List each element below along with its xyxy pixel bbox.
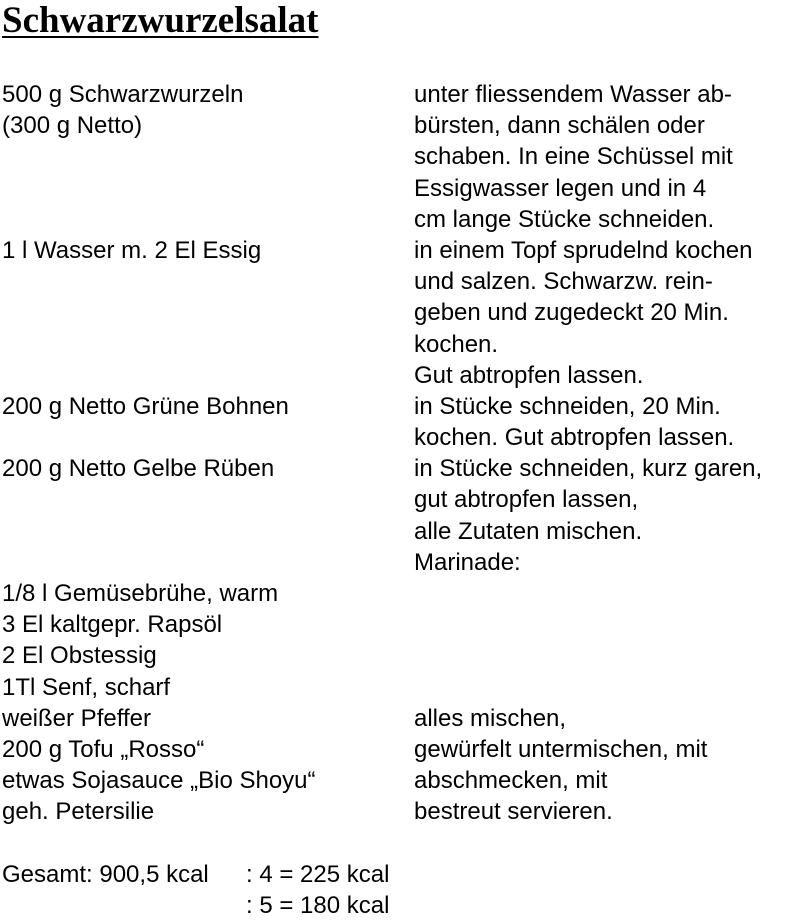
- ingredient-line: etwas Sojasauce „Bio Shoyu“: [2, 767, 316, 795]
- instruction-line: in Stücke schneiden, 20 Min.: [414, 392, 721, 420]
- per-serving-column: [246, 859, 389, 921]
- recipe-title: Schwarzwurzelsalat: [2, 0, 319, 41]
- ingredient-line: geh. Petersilie: [2, 798, 155, 826]
- ingredient-line: 3 El kaltgepr. Rapsöl: [2, 611, 223, 639]
- recipe-body: [2, 79, 802, 921]
- recipe-step: [2, 235, 802, 391]
- instruction-line: alle Zutaten mischen.: [414, 517, 643, 545]
- ingredient-line: 500 g Schwarzwurzeln: [2, 81, 244, 108]
- instruction-line: Gut abtropfen lassen.: [414, 361, 644, 389]
- ingredient-line: 2 El Obstessig: [2, 642, 157, 670]
- ingredient-column: [2, 453, 414, 484]
- recipe-step: [2, 765, 802, 796]
- ingredient-line: 200 g Netto Grüne Bohnen: [2, 392, 289, 420]
- ingredient-column: [2, 79, 414, 141]
- recipe-step: [2, 796, 802, 827]
- recipe-step: [2, 734, 802, 765]
- ingredient-line: 200 g Tofu „Rosso“: [2, 735, 205, 763]
- recipe-step: [2, 391, 802, 453]
- instruction-line: Marinade:: [414, 548, 521, 576]
- instruction-line: in einem Topf sprudelnd kochen: [414, 236, 753, 264]
- instruction-line: schaben. In eine Schüssel mit: [414, 143, 733, 171]
- recipe-step: [2, 79, 802, 235]
- instruction-line: geben und zugedeckt 20 Min.: [414, 299, 729, 327]
- instruction-line: unter fliessendem Wasser ab-: [414, 81, 732, 108]
- instruction-column: [414, 796, 802, 827]
- instruction-line: kochen.: [414, 330, 499, 358]
- ingredient-column: [2, 734, 414, 765]
- ingredient-line: weißer Pfeffer: [2, 704, 151, 732]
- ingredient-column: [2, 391, 414, 422]
- ingredient-line: (300 g Netto): [2, 112, 143, 140]
- calories-per-4-servings: : 4 = 225 kcal: [246, 860, 390, 888]
- recipe-step: [2, 703, 802, 734]
- calories-per-5-servings: : 5 = 180 kcal: [246, 891, 390, 919]
- instruction-line: Essigwasser legen und in 4: [414, 174, 707, 202]
- ingredient-line: 1Tl Senf, scharf: [2, 673, 171, 701]
- ingredient-line: 1 l Wasser m. 2 El Essig: [2, 236, 262, 264]
- ingredient-column: [2, 578, 414, 703]
- ingredient-column: [2, 703, 414, 734]
- blank-line: [2, 828, 802, 859]
- ingredient-column: [2, 765, 414, 796]
- instruction-line: cm lange Stücke schneiden.: [414, 205, 715, 233]
- instruction-line: bestreut servieren.: [414, 798, 613, 826]
- instruction-line: gewürfelt untermischen, mit: [414, 735, 708, 763]
- recipe-step: [2, 453, 802, 578]
- ingredient-line: 1/8 l Gemüsebrühe, warm: [2, 580, 279, 607]
- marinade-ingredients: [2, 578, 802, 703]
- instruction-column: [414, 734, 802, 765]
- ingredient-line: 200 g Netto Gelbe Rüben: [2, 455, 275, 483]
- instruction-column: [414, 703, 802, 734]
- calorie-summary: [2, 859, 802, 921]
- ingredient-column: [2, 796, 414, 827]
- instruction-column: [414, 391, 802, 453]
- ingredient-column: [2, 235, 414, 266]
- instruction-column: [414, 79, 802, 235]
- instruction-line: gut abtropfen lassen,: [414, 486, 639, 514]
- instruction-line: bürsten, dann schälen oder: [414, 112, 705, 140]
- instruction-line: kochen. Gut abtropfen lassen.: [414, 424, 735, 452]
- total-calories-column: [2, 859, 246, 890]
- instruction-line: alles mischen,: [414, 704, 567, 732]
- instruction-line: abschmecken, mit: [414, 767, 608, 795]
- instruction-column: [414, 235, 802, 391]
- total-calories: Gesamt: 900,5 kcal: [2, 860, 209, 888]
- instruction-line: in Stücke schneiden, kurz garen,: [414, 455, 763, 483]
- instruction-line: und salzen. Schwarzw. rein-: [414, 268, 713, 296]
- instruction-column: [414, 453, 802, 578]
- instruction-column: [414, 765, 802, 796]
